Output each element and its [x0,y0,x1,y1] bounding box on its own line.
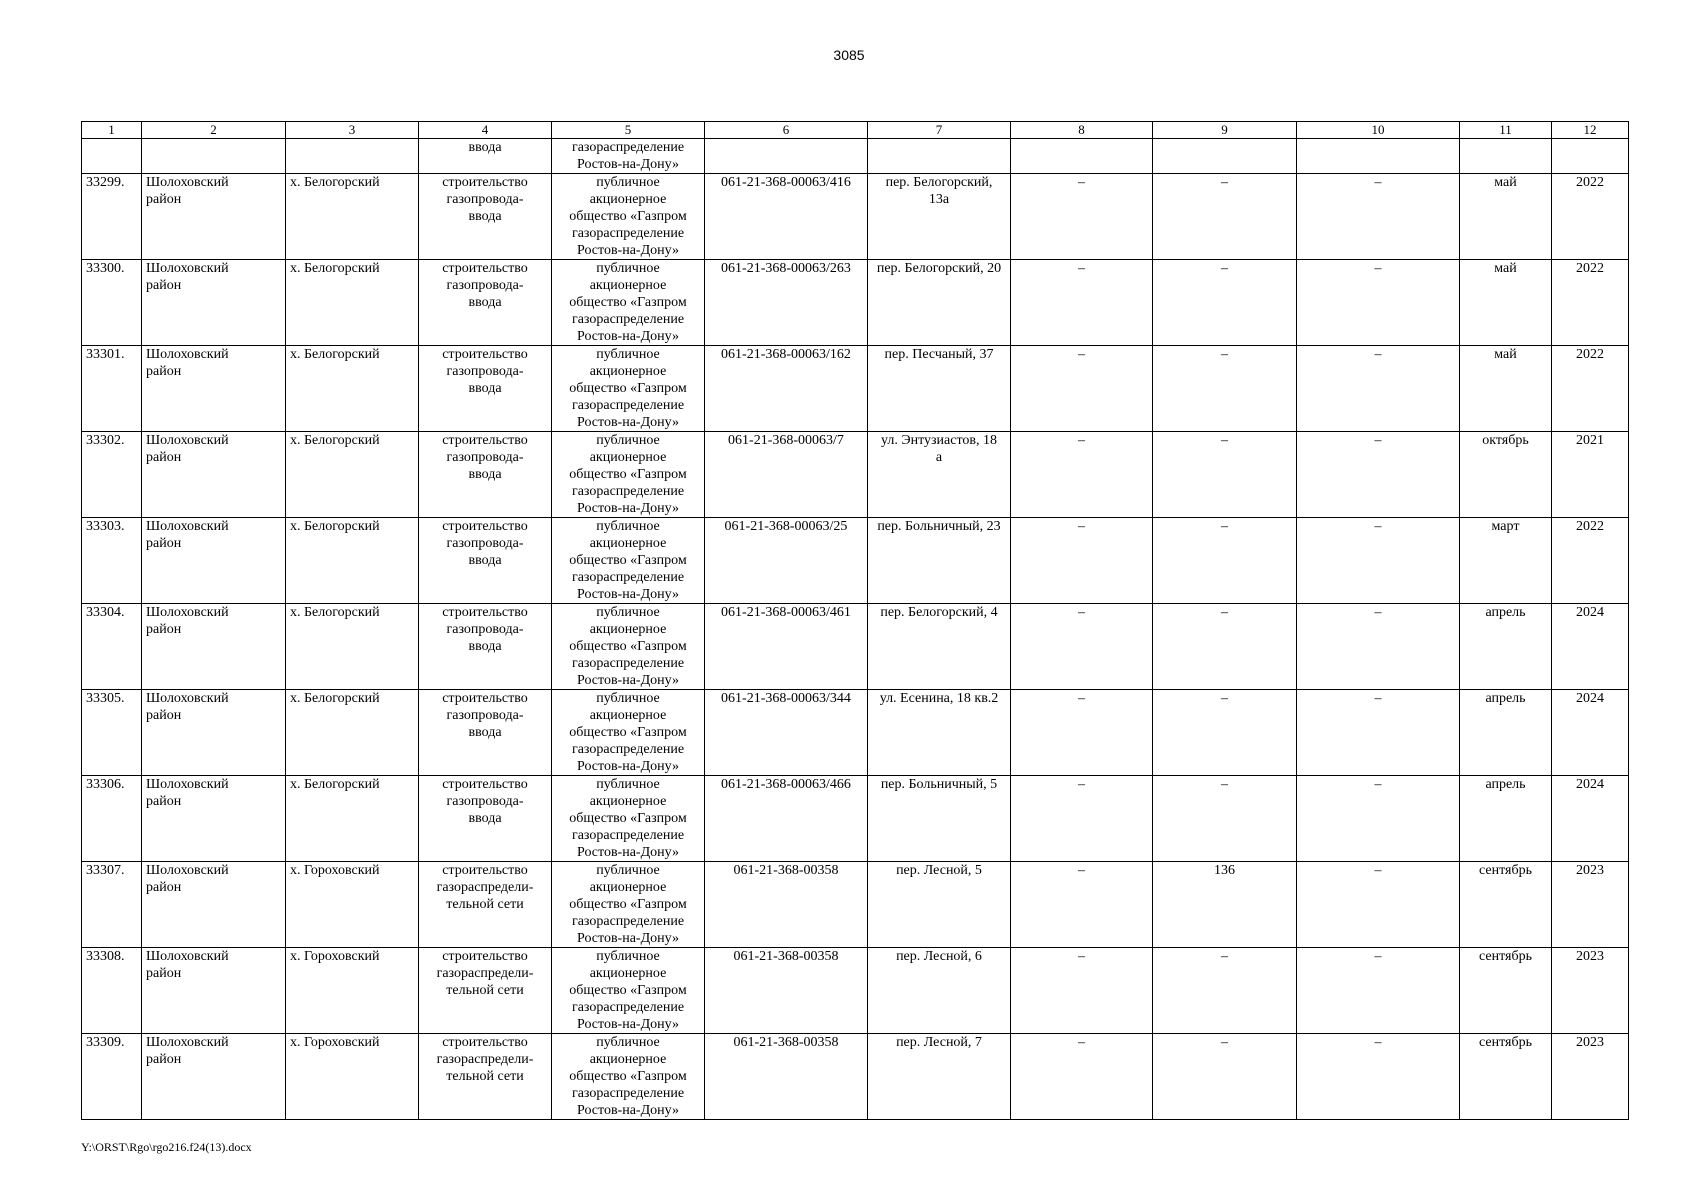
column-number: 7 [868,122,1011,139]
locality-cell: х. Белогорский [286,776,419,862]
row-number-cell: 33301. [82,346,142,432]
address-cell: пер. Больничный, 5 [868,776,1011,862]
value-cell: – [1297,862,1460,948]
column-number: 1 [82,122,142,139]
registration-code-cell: 061-21-368-00063/263 [705,260,868,346]
address-cell: пер. Больничный, 23 [868,518,1011,604]
year-cell: 2022 [1552,260,1629,346]
value-cell: – [1297,174,1460,260]
registration-code-cell: 061-21-368-00063/344 [705,690,868,776]
organization-cell: публичное акционерное общество «Газпром газораспределение Ростов-на-Дону» [552,174,705,260]
table-row [82,604,1629,690]
page-number: 3085 [833,47,865,63]
value-cell: – [1011,174,1153,260]
district-cell: Шолоховский район [142,776,286,862]
organization-cell: публичное акционерное общество «Газпром газораспределение Ростов-на-Дону» [552,1034,705,1120]
locality-cell: х. Белогорский [286,260,419,346]
table-row [82,518,1629,604]
month-cell: март [1460,518,1552,604]
column-number: 6 [705,122,868,139]
district-cell: Шолоховский район [142,432,286,518]
column-number: 5 [552,122,705,139]
month-cell: сентябрь [1460,862,1552,948]
district-cell: Шолоховский район [142,1034,286,1120]
year-cell: 2023 [1552,948,1629,1034]
row-number-cell: 33309. [82,1034,142,1120]
address-cell: пер. Лесной, 7 [868,1034,1011,1120]
footer-file-path: Y:\ORST\Rgo\rgo216.f24(13).docx [81,1140,252,1154]
year-cell: 2024 [1552,604,1629,690]
district-cell: Шолоховский район [142,948,286,1034]
value-cell: – [1011,1034,1153,1120]
value-cell: – [1011,690,1153,776]
object-type-cell: строительство газопровода- ввода [419,432,552,518]
address-cell: ул. Энтузиастов, 18 а [868,432,1011,518]
table-row [82,1034,1629,1120]
column-number: 2 [142,122,286,139]
year-cell: 2022 [1552,174,1629,260]
column-number: 9 [1153,122,1297,139]
value-cell: – [1153,604,1297,690]
month-cell: апрель [1460,690,1552,776]
year-cell: 2022 [1552,346,1629,432]
value-cell: – [1011,518,1153,604]
value-cell: – [1153,690,1297,776]
row-number-cell: 33304. [82,604,142,690]
row-number-cell: 33308. [82,948,142,1034]
value-cell: – [1011,776,1153,862]
locality-cell: х. Белогорский [286,690,419,776]
table-row [82,174,1629,260]
value-cell: – [1297,432,1460,518]
value-cell: – [1153,948,1297,1034]
object-type-cell: строительство газопровода- ввода [419,776,552,862]
registration-code-cell: 061-21-368-00063/162 [705,346,868,432]
value-cell: – [1153,432,1297,518]
locality-cell: х. Белогорский [286,174,419,260]
value-cell: – [1153,776,1297,862]
table-row [82,690,1629,776]
value-cell: – [1011,432,1153,518]
address-cell: пер. Лесной, 5 [868,862,1011,948]
value-cell: – [1297,948,1460,1034]
address-cell: пер. Лесной, 6 [868,948,1011,1034]
table-row [82,776,1629,862]
month-cell: май [1460,260,1552,346]
address-cell: пер. Белогорский, 4 [868,604,1011,690]
table-row [82,862,1629,948]
district-cell: Шолоховский район [142,518,286,604]
address-cell: пер. Белогорский, 13а [868,174,1011,260]
column-number: 3 [286,122,419,139]
month-cell: октябрь [1460,432,1552,518]
locality-cell: х. Гороховский [286,948,419,1034]
registration-code-cell: 061-21-368-00063/461 [705,604,868,690]
month-cell: май [1460,174,1552,260]
value-cell: – [1297,346,1460,432]
year-cell: 2021 [1552,432,1629,518]
organization-cell: публичное акционерное общество «Газпром газораспределение Ростов-на-Дону» [552,260,705,346]
continuation-row [82,139,1629,174]
table-row [82,260,1629,346]
row-number-cell: 33300. [82,260,142,346]
object-type-cell: строительство газопровода- ввода [419,518,552,604]
month-cell: апрель [1460,604,1552,690]
object-type-cell: строительство газопровода- ввода [419,690,552,776]
row-number-cell: 33303. [82,518,142,604]
registration-code-cell: 061-21-368-00063/25 [705,518,868,604]
organization-cell: публичное акционерное общество «Газпром газораспределение Ростов-на-Дону» [552,346,705,432]
organization-cell: публичное акционерное общество «Газпром газораспределение Ростов-на-Дону» [552,518,705,604]
year-cell: 2023 [1552,862,1629,948]
value-cell: – [1153,346,1297,432]
address-cell: ул. Есенина, 18 кв.2 [868,690,1011,776]
value-cell: – [1011,862,1153,948]
object-type-cell: ввода [419,139,552,174]
table-row [82,346,1629,432]
register-table [81,121,1629,1120]
row-number-cell: 33307. [82,862,142,948]
registration-code-cell: 061-21-368-00358 [705,862,868,948]
value-cell: – [1153,174,1297,260]
district-cell: Шолоховский район [142,690,286,776]
month-cell: сентябрь [1460,948,1552,1034]
month-cell: сентябрь [1460,1034,1552,1120]
column-number: 10 [1297,122,1460,139]
row-number-cell: 33306. [82,776,142,862]
object-type-cell: строительство газораспредели- тельной сети [419,1034,552,1120]
object-type-cell: строительство газопровода- ввода [419,174,552,260]
registration-code-cell: 061-21-368-00358 [705,948,868,1034]
year-cell: 2022 [1552,518,1629,604]
value-cell: – [1011,604,1153,690]
year-cell: 2024 [1552,776,1629,862]
value-cell: – [1297,690,1460,776]
value-cell: – [1153,1034,1297,1120]
value-cell: – [1153,260,1297,346]
locality-cell: х. Белогорский [286,346,419,432]
registration-code-cell: 061-21-368-00063/7 [705,432,868,518]
organization-cell: публичное акционерное общество «Газпром газораспределение Ростов-на-Дону» [552,432,705,518]
table-row [82,948,1629,1034]
locality-cell: х. Белогорский [286,518,419,604]
address-cell: пер. Белогорский, 20 [868,260,1011,346]
district-cell: Шолоховский район [142,862,286,948]
value-cell: – [1153,518,1297,604]
district-cell: Шолоховский район [142,346,286,432]
value-cell: – [1297,518,1460,604]
address-cell: пер. Песчаный, 37 [868,346,1011,432]
value-cell: – [1011,948,1153,1034]
column-number: 11 [1460,122,1552,139]
registration-code-cell: 061-21-368-00063/466 [705,776,868,862]
object-type-cell: строительство газопровода- ввода [419,604,552,690]
organization-cell: публичное акционерное общество «Газпром газораспределение Ростов-на-Дону» [552,776,705,862]
locality-cell: х. Белогорский [286,604,419,690]
column-number: 12 [1552,122,1629,139]
organization-cell: газораспределение Ростов-на-Дону» [552,139,705,174]
locality-cell: х. Гороховский [286,862,419,948]
object-type-cell: строительство газораспредели- тельной сети [419,948,552,1034]
value-cell: – [1297,1034,1460,1120]
value-cell: – [1011,260,1153,346]
locality-cell: х. Гороховский [286,1034,419,1120]
year-cell: 2024 [1552,690,1629,776]
object-type-cell: строительство газопровода- ввода [419,346,552,432]
value-cell: – [1297,776,1460,862]
value-cell: – [1011,346,1153,432]
registration-code-cell: 061-21-368-00063/416 [705,174,868,260]
column-number-row [82,122,1629,139]
year-cell: 2023 [1552,1034,1629,1120]
row-number-cell: 33305. [82,690,142,776]
district-cell: Шолоховский район [142,604,286,690]
value-cell: – [1297,260,1460,346]
month-cell: апрель [1460,776,1552,862]
object-type-cell: строительство газораспредели- тельной сети [419,862,552,948]
organization-cell: публичное акционерное общество «Газпром газораспределение Ростов-на-Дону» [552,948,705,1034]
column-number: 8 [1011,122,1153,139]
district-cell: Шолоховский район [142,260,286,346]
registration-code-cell: 061-21-368-00358 [705,1034,868,1120]
value-cell: 136 [1153,862,1297,948]
locality-cell: х. Белогорский [286,432,419,518]
month-cell: май [1460,346,1552,432]
organization-cell: публичное акционерное общество «Газпром газораспределение Ростов-на-Дону» [552,862,705,948]
value-cell: – [1297,604,1460,690]
district-cell: Шолоховский район [142,174,286,260]
organization-cell: публичное акционерное общество «Газпром газораспределение Ростов-на-Дону» [552,604,705,690]
object-type-cell: строительство газопровода- ввода [419,260,552,346]
table-row [82,432,1629,518]
row-number-cell: 33302. [82,432,142,518]
organization-cell: публичное акционерное общество «Газпром газораспределение Ростов-на-Дону» [552,690,705,776]
row-number-cell: 33299. [82,174,142,260]
column-number: 4 [419,122,552,139]
